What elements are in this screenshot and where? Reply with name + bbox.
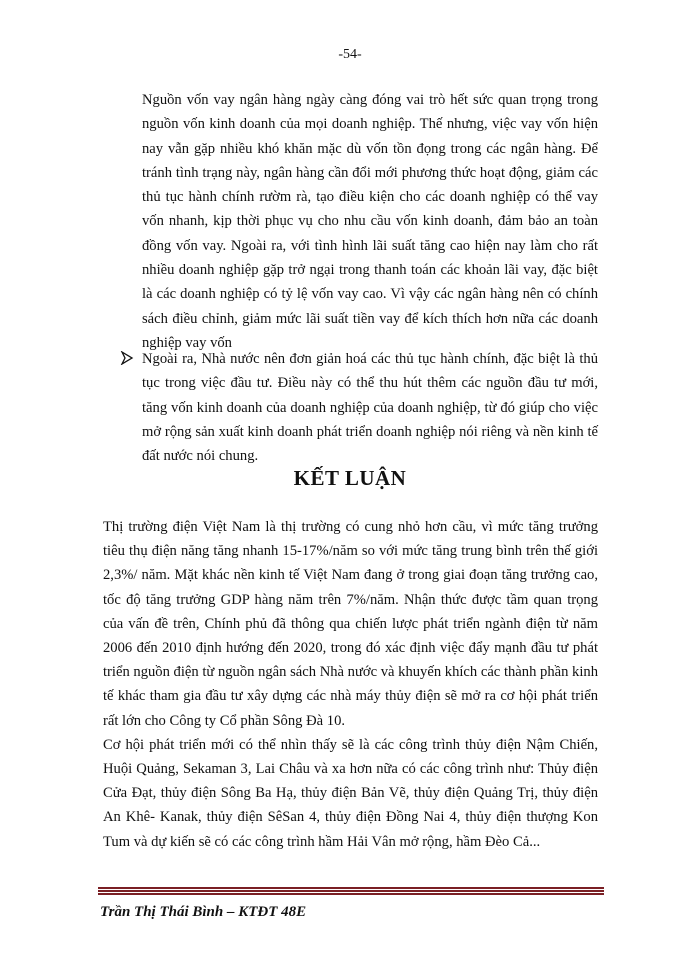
conclusion-paragraph-1: Thị trường điện Việt Nam là thị trường có cung nhỏ hơn cầu, vì mức tăng trưởng tiêu thụ điện năng tăng nhanh 15-17%/năm so với mức tăng trung bình trên thế giới 2,3%/ năm. Mặt khác nền kinh tế Việt Nam đang ở trong giai đoạn tăng trưởng cao, tốc độ tăng trưởng GDP hàng năm trên 7%/năm. Nhận thức được tầm quan trọng của vấn đề trên, Chính phủ đã thông qua chiến lược phát triển ngành điện từ năm 2006 đến 2010 định hướng đến 2020, trong đó xác định việc đẩy mạnh đầu tư phát triển nguồn điện từ nguồn ngân sách Nhà nước và khuyến khích các thành phần kinh tế khác tham gia đầu tư xây dựng các nhà máy thủy điện sẽ mở ra cơ hội phát triển rất lớn cho Công ty Cổ phần Sông Đà 10. bbox=[103, 519, 598, 729]
conclusion-body bbox=[103, 515, 598, 854]
bullet-text: Ngoài ra, Nhà nước nên đơn giản hoá các thủ tục hành chính, đặc biệt là thủ tục trong việc đầu tư. Điều này có thể thu hút thêm các nguồn đầu tư mới, tăng vốn kinh doanh của doanh nghiệp của doanh nghiệp, từ đó giúp cho việc mở rộng sản xuất kinh doanh phát triển doanh nghiệp nói riêng và nền kinh tế đất nước nói chung. bbox=[142, 351, 598, 465]
bullet-item bbox=[120, 347, 598, 468]
footer-divider bbox=[98, 887, 604, 896]
arrow-bullet-icon bbox=[120, 351, 134, 365]
page-number: -54- bbox=[338, 47, 362, 62]
conclusion-heading: KẾT LUẬN bbox=[293, 466, 407, 490]
footer-author: Trần Thị Thái Bình – KTĐT 48E bbox=[100, 904, 307, 920]
loan-paragraph: Nguồn vốn vay ngân hàng ngày càng đóng vai trò hết sức quan trọng trong nguồn vốn kinh doanh của mọi doanh nghiệp. Thế nhưng, việc vay vốn hiện nay vẫn gặp nhiều khó khăn mặc dù vốn tồn đọng trong các ngân hàng. Để tránh tình trạng này, ngân hàng cần đổi mới phương thức hoạt động, giảm các thủ tục hành chính rườm rà, tạo điều kiện cho các doanh nghiệp có thể vay vốn nhanh, kịp thời phục vụ cho nhu cầu vốn kinh doanh, đảm bảo an toàn đồng vốn vay. Ngoài ra, với tình hình lãi suất tăng cao hiện nay làm cho rất nhiều doanh nghiệp gặp trở ngại trong thanh toán các khoản lãi vay, đặc biệt là các doanh nghiệp có tỷ lệ vốn vay cao. Vì vậy các ngân hàng nên có chính sách điều chỉnh, giảm mức lãi suất tiền vay để kích thích hơn nữa các doanh nghiệp vay vốn bbox=[142, 92, 598, 351]
conclusion-paragraph-2: Cơ hội phát triển mới có thể nhìn thấy sẽ là các công trình thủy điện Nậm Chiến, Huội Quảng, Sekaman 3, Lai Châu và xa hơn nữa có các công trình như: Thủy điện Cửa Đạt, thủy điện Sông Ba Hạ, thủy điện Bản Vẽ, thủy điện Quảng Trị, thủy điện An Khê- Kanak, thủy điện SêSan 4, thủy điện Đồng Nai 4, thủy điện thượng Kon Tum và dự kiến sẽ có các công trình hầm Hải Vân mở rộng, hầm Đèo Cả... bbox=[103, 736, 598, 850]
